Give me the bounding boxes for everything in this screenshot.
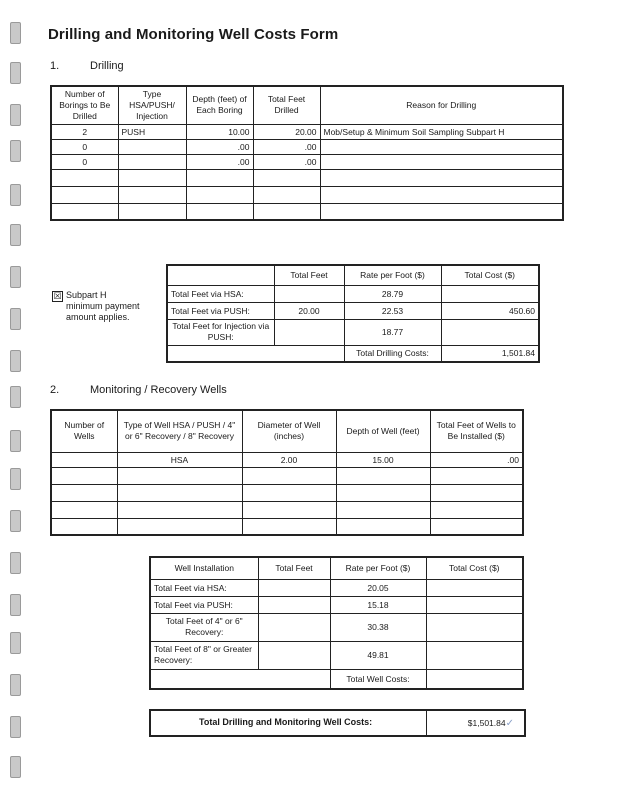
- table-cell[interactable]: [320, 154, 563, 169]
- subpart-h-checkbox[interactable]: ☒: [53, 291, 62, 301]
- table-cell[interactable]: .00: [253, 139, 320, 154]
- column-header: Type HSA/PUSH/ Injection: [118, 86, 186, 124]
- table-cell[interactable]: [336, 501, 430, 518]
- table-header-row: [150, 557, 523, 579]
- table-row: [150, 596, 523, 613]
- table-cell[interactable]: .00: [430, 452, 523, 467]
- grand-total-box: [149, 709, 526, 737]
- grand-total-label: Total Drilling and Monitoring Well Costs:: [199, 717, 373, 727]
- table-row: [51, 518, 523, 535]
- binder-hole: [10, 140, 21, 162]
- section-number: 2.: [50, 384, 60, 396]
- wells-table: [50, 409, 524, 536]
- note-line: minimum payment: [66, 301, 140, 311]
- row-label: Total Feet of 4" or 6" Recovery:: [150, 613, 258, 641]
- binder-hole: [10, 674, 21, 696]
- binder-hole: [10, 716, 21, 738]
- grand-total-value: $1,501.84: [467, 718, 506, 728]
- subpart-h-note: [66, 290, 140, 323]
- section-label: Monitoring / Recovery Wells: [90, 384, 227, 396]
- table-cell: [441, 319, 539, 345]
- table-cell[interactable]: [320, 186, 563, 203]
- table-cell: 49.81: [330, 641, 426, 669]
- row-label: Total Feet via HSA:: [150, 579, 258, 596]
- table-cell[interactable]: 10.00: [186, 124, 253, 139]
- binder-hole: [10, 430, 21, 452]
- binder-hole: [10, 62, 21, 84]
- table-cell: 18.77: [344, 319, 441, 345]
- table-cell[interactable]: [274, 319, 344, 345]
- total-drilling-costs-label: Total Drilling Costs:: [344, 345, 441, 362]
- table-cell: [426, 613, 523, 641]
- table-row: [51, 139, 563, 154]
- column-header: Well Installation: [150, 557, 258, 579]
- spacer-cell: [150, 669, 258, 689]
- column-header: Diameter of Well (inches): [242, 410, 336, 452]
- binder-hole: [10, 552, 21, 574]
- table-row: [167, 285, 539, 302]
- total-drilling-costs-value: 1,501.84: [441, 345, 539, 362]
- column-header: Total Feet: [258, 557, 330, 579]
- table-cell[interactable]: [242, 501, 336, 518]
- table-cell[interactable]: .00: [253, 154, 320, 169]
- table-cell[interactable]: [118, 169, 186, 186]
- spacer-cell: [258, 669, 330, 689]
- drilling-cost-table: [166, 264, 540, 363]
- table-cell[interactable]: 20.00: [253, 124, 320, 139]
- table-row: [51, 203, 563, 220]
- table-cell[interactable]: [242, 518, 336, 535]
- binder-hole: [10, 386, 21, 408]
- table-cell[interactable]: [51, 484, 117, 501]
- table-cell[interactable]: [430, 484, 523, 501]
- binder-hole: [10, 594, 21, 616]
- grand-total-divider: [426, 711, 427, 735]
- binder-hole: [10, 756, 21, 778]
- table-cell[interactable]: [253, 169, 320, 186]
- row-label: Total Feet for Injection via PUSH:: [167, 319, 274, 345]
- table-cell[interactable]: [258, 613, 330, 641]
- table-cell[interactable]: [242, 484, 336, 501]
- table-row: [51, 169, 563, 186]
- binder-hole: [10, 184, 21, 206]
- table-cell[interactable]: PUSH: [118, 124, 186, 139]
- table-header-row: [51, 410, 523, 452]
- total-well-costs-value: [426, 669, 523, 689]
- table-cell[interactable]: [253, 203, 320, 220]
- table-cell[interactable]: [51, 467, 117, 484]
- table-cell: 20.05: [330, 579, 426, 596]
- table-cell[interactable]: [118, 154, 186, 169]
- table-row: [167, 319, 539, 345]
- table-cell[interactable]: [320, 203, 563, 220]
- table-cell: [426, 579, 523, 596]
- column-header: Depth (feet) of Each Boring: [186, 86, 253, 124]
- table-cell[interactable]: [186, 203, 253, 220]
- column-header: Depth of Well (feet): [336, 410, 430, 452]
- spacer-cell: [274, 345, 344, 362]
- table-cell: [441, 285, 539, 302]
- total-well-costs-label: Total Well Costs:: [330, 669, 426, 689]
- column-header: Total Cost ($): [441, 265, 539, 285]
- table-cell[interactable]: [51, 169, 118, 186]
- table-cell[interactable]: [336, 484, 430, 501]
- table-cell[interactable]: [118, 139, 186, 154]
- table-header-row: [51, 86, 563, 124]
- table-cell[interactable]: [336, 467, 430, 484]
- table-cell[interactable]: [51, 452, 117, 467]
- check-mark-icon: ✓: [505, 718, 514, 729]
- table-cell[interactable]: [51, 203, 118, 220]
- table-row: [150, 641, 523, 669]
- table-cell: 30.38: [330, 613, 426, 641]
- table-row: [51, 124, 563, 139]
- table-cell[interactable]: HSA: [117, 452, 242, 467]
- row-label: Total Feet via HSA:: [167, 285, 274, 302]
- table-cell[interactable]: [186, 169, 253, 186]
- row-label: Total Feet via PUSH:: [167, 302, 274, 319]
- column-header: Total Cost ($): [426, 557, 523, 579]
- table-cell[interactable]: 15.00: [336, 452, 430, 467]
- table-cell[interactable]: [253, 186, 320, 203]
- table-cell[interactable]: [258, 579, 330, 596]
- table-cell[interactable]: [274, 285, 344, 302]
- table-cell[interactable]: .00: [186, 139, 253, 154]
- table-cell[interactable]: [117, 484, 242, 501]
- table-cell[interactable]: [320, 139, 563, 154]
- note-line: Subpart H: [66, 290, 107, 300]
- row-label: Total Feet via PUSH:: [150, 596, 258, 613]
- table-cell[interactable]: [258, 596, 330, 613]
- table-cell: [426, 596, 523, 613]
- column-header: Reason for Drilling: [320, 86, 563, 124]
- table-cell[interactable]: [430, 467, 523, 484]
- table-cell[interactable]: [118, 186, 186, 203]
- table-cell[interactable]: [117, 518, 242, 535]
- table-cell[interactable]: [336, 518, 430, 535]
- table-cell[interactable]: [51, 186, 118, 203]
- drilling-table: [50, 85, 564, 221]
- table-cell[interactable]: [186, 186, 253, 203]
- table-cell[interactable]: Mob/Setup & Minimum Soil Sampling Subpart H: [320, 124, 563, 139]
- total-row: [150, 669, 523, 689]
- table-cell[interactable]: [117, 501, 242, 518]
- binder-hole: [10, 468, 21, 490]
- column-header: Number of Wells: [51, 410, 117, 452]
- column-header: Type of Well HSA / PUSH / 4" or 6" Recovery / 8" Recovery: [117, 410, 242, 452]
- binder-hole: [10, 632, 21, 654]
- column-header: Number of Borings to Be Drilled: [51, 86, 118, 124]
- table-cell: 15.18: [330, 596, 426, 613]
- table-cell: 450.60: [441, 302, 539, 319]
- column-header: Total Feet of Wells to Be Installed ($): [430, 410, 523, 452]
- binder-hole: [10, 22, 21, 44]
- table-row: [51, 154, 563, 169]
- table-cell[interactable]: 2: [51, 124, 118, 139]
- table-cell[interactable]: [51, 518, 117, 535]
- section-1-heading: [50, 60, 250, 74]
- table-row: [150, 579, 523, 596]
- table-cell[interactable]: [117, 467, 242, 484]
- binder-hole: [10, 510, 21, 532]
- table-cell: 22.53: [344, 302, 441, 319]
- binder-hole: [10, 266, 21, 288]
- table-cell: [426, 641, 523, 669]
- table-cell[interactable]: [320, 169, 563, 186]
- table-cell[interactable]: [258, 641, 330, 669]
- table-header-row: [167, 265, 539, 285]
- table-row: [51, 467, 523, 484]
- table-cell: 28.79: [344, 285, 441, 302]
- binder-hole: [10, 224, 21, 246]
- binder-hole: [10, 308, 21, 330]
- row-label: Total Feet of 8" or Greater Recovery:: [150, 641, 258, 669]
- section-label: Drilling: [90, 60, 124, 72]
- grand-total-value-wrap: [468, 718, 514, 729]
- column-header: Rate per Foot ($): [344, 265, 441, 285]
- table-row: [51, 501, 523, 518]
- section-number: 1.: [50, 60, 60, 72]
- form-title: Drilling and Monitoring Well Costs Form: [48, 26, 339, 43]
- column-header: Total Feet: [274, 265, 344, 285]
- total-row: [167, 345, 539, 362]
- table-cell[interactable]: 0: [51, 139, 118, 154]
- binder-edge: [6, 0, 22, 800]
- table-cell[interactable]: [430, 501, 523, 518]
- binder-hole: [10, 350, 21, 372]
- table-row: [150, 613, 523, 641]
- well-installation-table: [149, 556, 524, 690]
- note-line: amount applies.: [66, 312, 130, 322]
- table-cell[interactable]: [242, 467, 336, 484]
- table-cell[interactable]: 20.00: [274, 302, 344, 319]
- table-row: [51, 452, 523, 467]
- table-cell[interactable]: [430, 518, 523, 535]
- table-cell[interactable]: 0: [51, 154, 118, 169]
- table-cell[interactable]: [118, 203, 186, 220]
- table-row: [51, 186, 563, 203]
- column-header: Rate per Foot ($): [330, 557, 426, 579]
- section-2-heading: [50, 384, 310, 398]
- spacer-cell: [167, 345, 274, 362]
- binder-hole: [10, 104, 21, 126]
- column-header: [167, 265, 274, 285]
- table-row: [167, 302, 539, 319]
- table-cell[interactable]: 2.00: [242, 452, 336, 467]
- table-cell[interactable]: .00: [186, 154, 253, 169]
- table-row: [51, 484, 523, 501]
- table-cell[interactable]: [51, 501, 117, 518]
- column-header: Total Feet Drilled: [253, 86, 320, 124]
